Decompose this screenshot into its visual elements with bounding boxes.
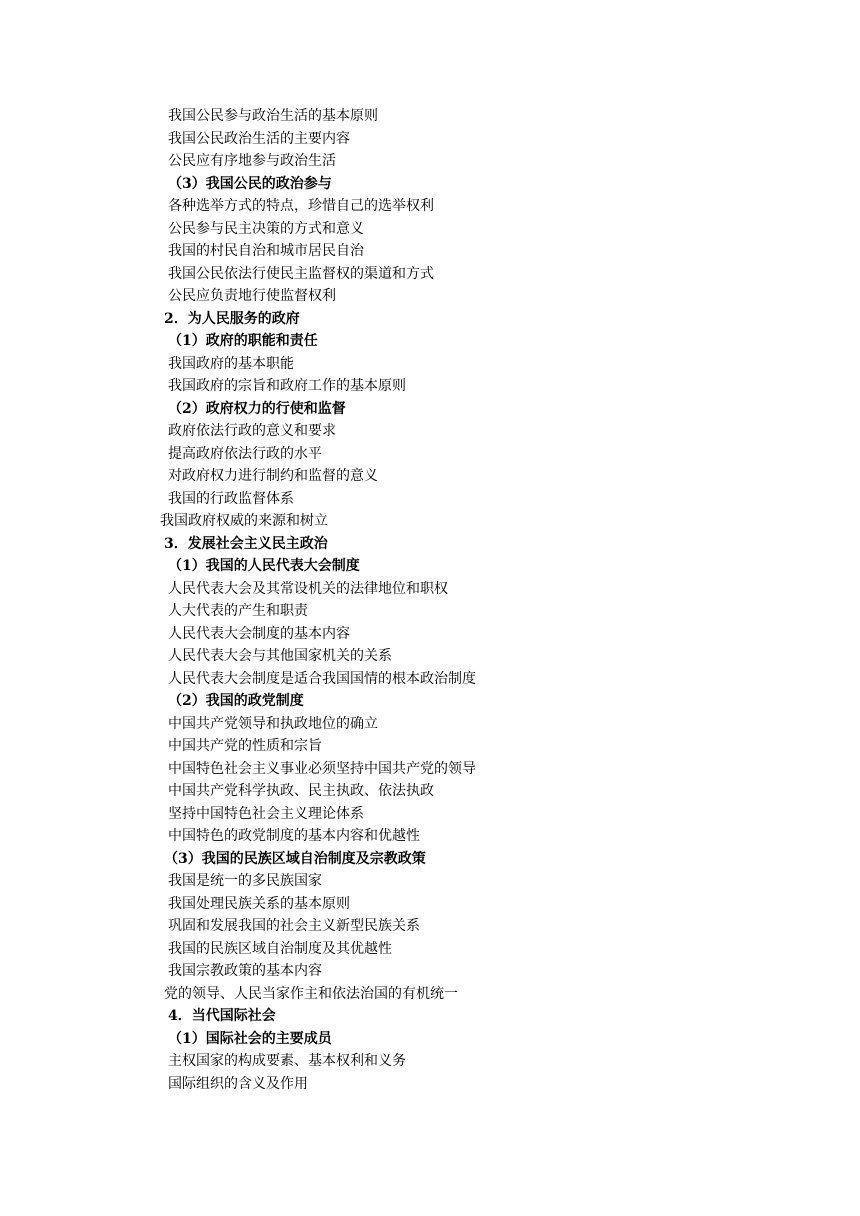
text-line: 我国处理民族关系的基本原则: [168, 896, 350, 912]
text-line: 我国的村民自治和城市居民自治: [168, 243, 364, 259]
text-line: 公民应有序地参与政治生活: [168, 153, 336, 169]
subsection-heading: （1）政府的职能和责任: [168, 333, 318, 349]
text-line: 我国是统一的多民族国家: [168, 873, 322, 889]
text-line: 人民代表大会及其常设机关的法律地位和职权: [168, 581, 448, 597]
text-line: 对政府权力进行制约和监督的意义: [168, 468, 378, 484]
text-line: 中国共产党领导和执政地位的确立: [168, 716, 378, 732]
section-heading: 3．发展社会主义民主政治: [164, 536, 328, 552]
text-line: 坚持中国特色社会主义理论体系: [168, 806, 364, 822]
text-line: 人民代表大会制度是适合我国国情的根本政治制度: [168, 671, 476, 687]
text-line: 我国政府的基本职能: [168, 356, 294, 372]
text-line: 主权国家的构成要素、基本权利和义务: [168, 1053, 406, 1069]
text-line: 我国宗教政策的基本内容: [168, 963, 322, 979]
section-heading: 4．当代国际社会: [168, 1008, 276, 1024]
text-line: 人大代表的产生和职责: [168, 603, 308, 619]
text-line: 中国共产党的性质和宗旨: [168, 738, 322, 754]
text-line: 我国政府的宗旨和政府工作的基本原则: [168, 378, 406, 394]
text-line: 我国公民参与政治生活的基本原则: [168, 108, 378, 124]
text-line: 中国特色社会主义事业必须坚持中国共产党的领导: [168, 761, 476, 777]
text-line: 我国政府权威的来源和树立: [160, 513, 328, 529]
text-line: 巩固和发展我国的社会主义新型民族关系: [168, 918, 420, 934]
text-line: 人民代表大会制度的基本内容: [168, 626, 350, 642]
subsection-heading: （2）我国的政党制度: [168, 693, 304, 709]
text-line: 党的领导、人民当家作主和依法治国的有机统一: [164, 986, 458, 1002]
text-line: 中国共产党科学执政、民主执政、依法执政: [168, 783, 434, 799]
text-line: 各种选举方式的特点，珍惜自己的选举权利: [168, 198, 434, 214]
section-heading: 2．为人民服务的政府: [164, 311, 300, 327]
text-line: 我国的行政监督体系: [168, 491, 294, 507]
text-line: 政府依法行政的意义和要求: [168, 423, 336, 439]
text-line: 公民参与民主决策的方式和意义: [168, 221, 364, 237]
text-line: 中国特色的政党制度的基本内容和优越性: [168, 828, 420, 844]
text-line: 提高政府依法行政的水平: [168, 446, 322, 462]
subsection-heading: （1）我国的人民代表大会制度: [168, 558, 360, 574]
text-line: 我国的民族区域自治制度及其优越性: [168, 941, 392, 957]
text-line: 我国公民政治生活的主要内容: [168, 131, 350, 147]
text-line: 国际组织的含义及作用: [168, 1076, 308, 1092]
subsection-heading: （2）政府权力的行使和监督: [168, 401, 346, 417]
text-line: 人民代表大会与其他国家机关的关系: [168, 648, 392, 664]
text-line: 我国公民依法行使民主监督权的渠道和方式: [168, 266, 434, 282]
text-line: 公民应负责地行使监督权利: [168, 288, 336, 304]
subsection-heading: （3）我国的民族区域自治制度及宗教政策: [164, 851, 426, 867]
subsection-heading: （3）我国公民的政治参与: [168, 176, 332, 192]
subsection-heading: （1）国际社会的主要成员: [168, 1031, 332, 1047]
